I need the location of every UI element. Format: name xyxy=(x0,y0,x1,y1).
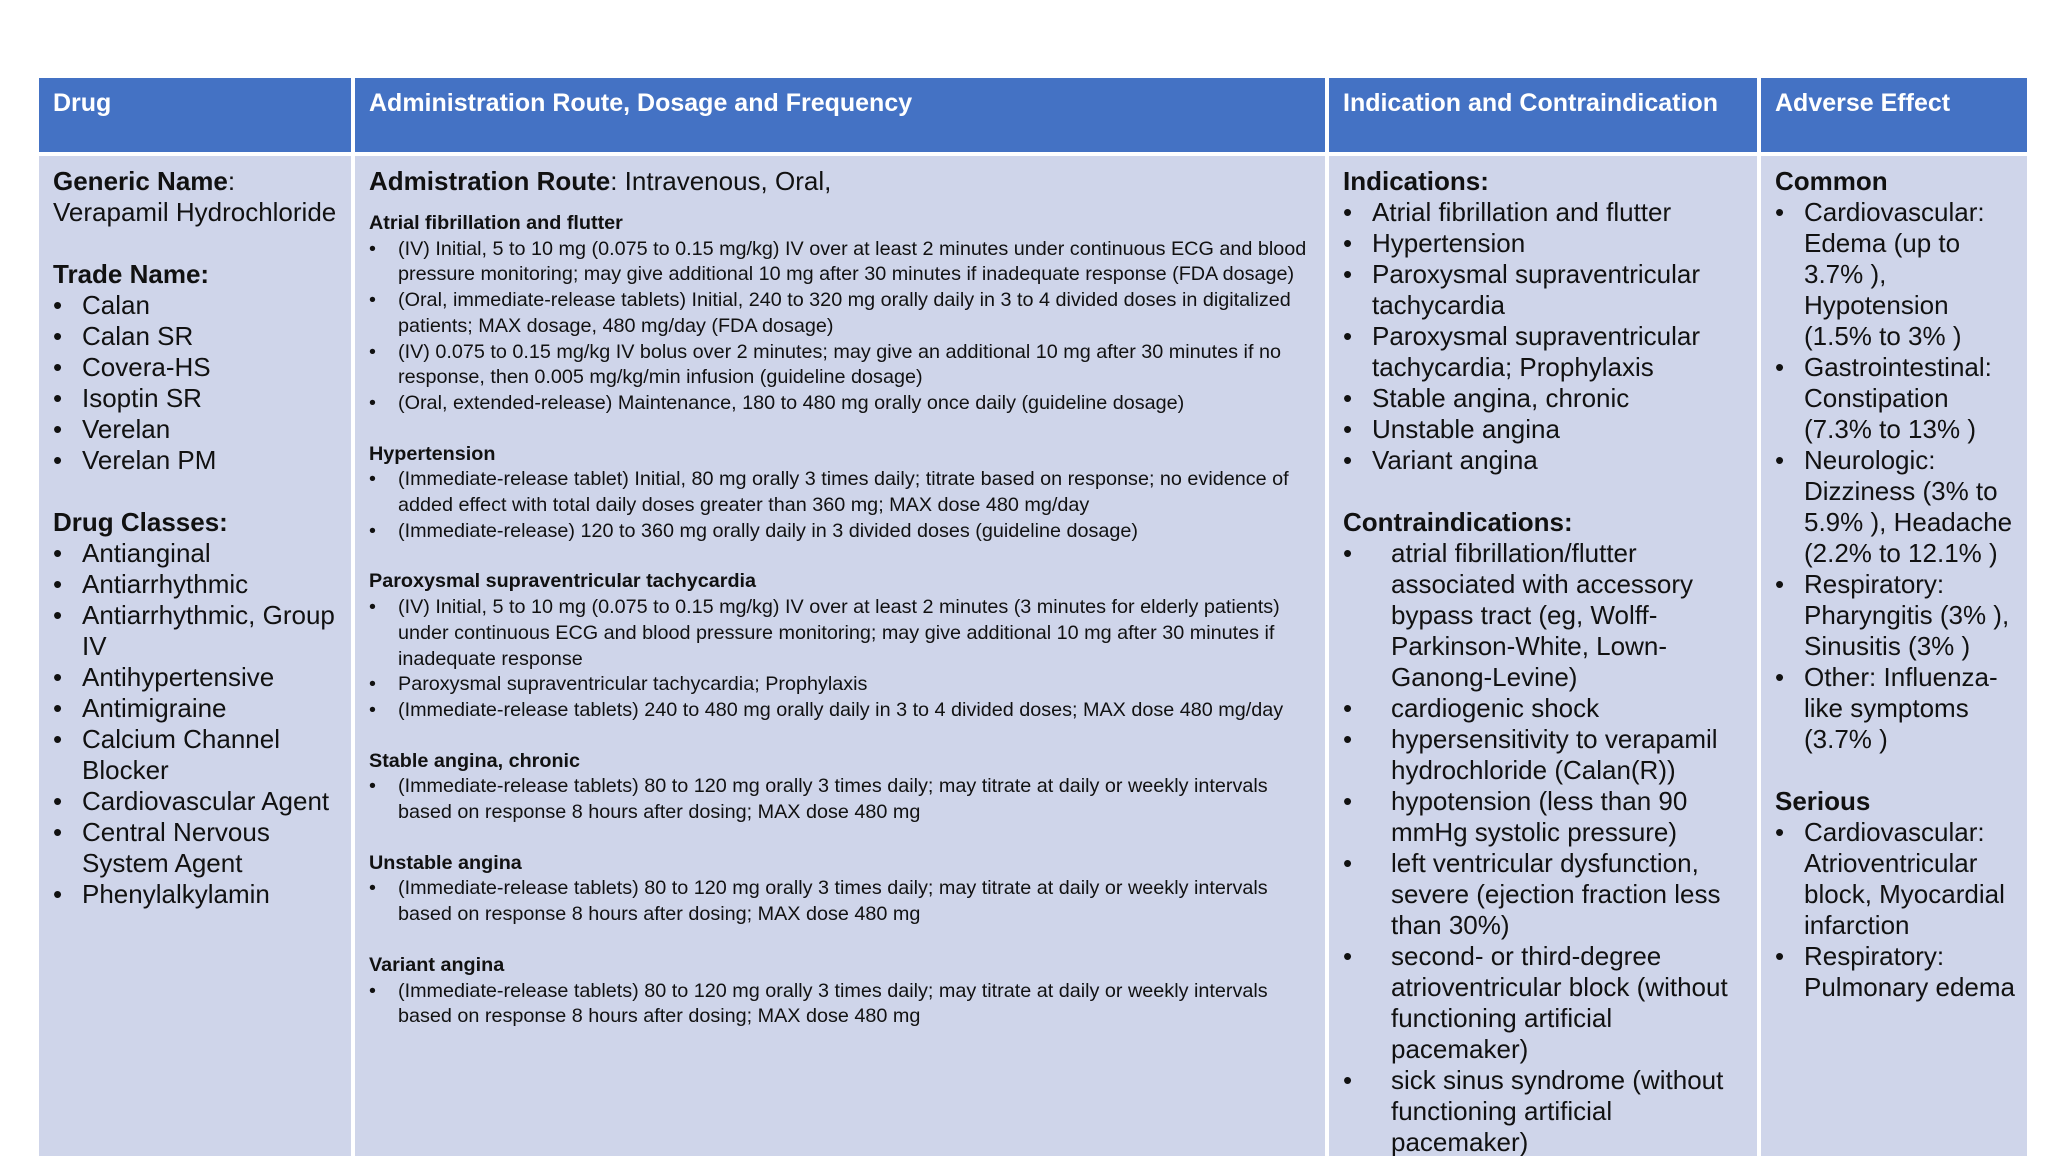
section-title: Variant angina xyxy=(369,953,505,976)
list-item: • Respiratory: Pharyngitis (3% ), Sinusitis (3% ) xyxy=(1775,569,2017,662)
list-item: • (Immediate-release) 120 to 360 mg orally daily in 3 divided doses (guideline dosage) xyxy=(369,519,1315,545)
list-item: • second- or third-degree atrioventricular block (without functioning artificial pacemaker) xyxy=(1343,941,1747,1065)
list-item: • Verelan PM xyxy=(53,445,341,476)
list-item: • Cardiovascular: Edema (up to 3.7% ), Hypotension (1.5% to 3% ) xyxy=(1775,197,2017,352)
trade-name-list xyxy=(53,290,341,476)
list-item: • Phenylalkylamin xyxy=(53,879,341,910)
generic-name-colon: : xyxy=(227,166,236,196)
indication-cell xyxy=(1329,156,1757,1156)
list-item: • Hypertension xyxy=(1343,228,1747,259)
section-title: Unstable angina xyxy=(369,851,522,874)
list-item: • Paroxysmal supraventricular tachycardia xyxy=(1343,259,1747,321)
list-item: • (IV) 0.075 to 0.15 mg/kg IV bolus over 2 minutes; may give an additional 10 mg after 30 minutes if no response, then 0.005 mg/kg/min infusion (guideline dosage) xyxy=(369,340,1315,391)
drug-classes-list xyxy=(53,538,341,910)
dosage-list xyxy=(369,237,1315,417)
drug-cell xyxy=(39,156,351,1156)
list-item: • (Immediate-release tablets) 80 to 120 mg orally 3 times daily; may titrate at daily or weekly intervals based on response 8 hours after dosing; MAX dose 480 mg xyxy=(369,774,1315,825)
header-drug: Drug xyxy=(39,78,351,152)
section-title: Atrial fibrillation and flutter xyxy=(369,212,623,234)
list-item: • Cardiovascular: Atrioventricular block, Myocardial infarction xyxy=(1775,817,2017,941)
list-item: • Stable angina, chronic xyxy=(1343,383,1747,414)
contraindications-label: Contraindications: xyxy=(1343,507,1573,537)
dosage-list xyxy=(369,467,1315,544)
list-item: • Central Nervous System Agent xyxy=(53,817,341,879)
list-item: • (Immediate-release tablets) 80 to 120 mg orally 3 times daily; may titrate at daily or weekly intervals based on response 8 hours after dosing; MAX dose 480 mg xyxy=(369,876,1315,927)
dosage-list xyxy=(369,595,1315,724)
serious-effects-list xyxy=(1775,817,2017,1003)
generic-name xyxy=(53,166,341,197)
administration-route xyxy=(369,166,1315,197)
list-item: • Antiarrhythmic xyxy=(53,569,341,600)
list-item: • Antimigraine xyxy=(53,693,341,724)
list-item: • Variant angina xyxy=(1343,445,1747,476)
common-effects-list xyxy=(1775,197,2017,755)
contraindications-list xyxy=(1343,538,1747,1156)
list-item: • sick sinus syndrome (without functioning artificial pacemaker) xyxy=(1343,1065,1747,1156)
list-item: • Antiarrhythmic, Group IV xyxy=(53,600,341,662)
list-item: • Neurologic: Dizziness (3% to 5.9% ), Headache (2.2% to 12.1% ) xyxy=(1775,445,2017,569)
list-item: • (IV) Initial, 5 to 10 mg (0.075 to 0.15 mg/kg) IV over at least 2 minutes (3 minutes for elderly patients) under continuous ECG and blood pressure monitoring; may give additional 10 mg after 30 minutes if inadequate response xyxy=(369,595,1315,672)
list-item: • cardiogenic shock xyxy=(1343,693,1747,724)
list-item: • left ventricular dysfunction, severe (ejection fraction less than 30%) xyxy=(1343,848,1747,941)
list-item: • Unstable angina xyxy=(1343,414,1747,445)
list-item: • Calan xyxy=(53,290,341,321)
list-item: • Atrial fibrillation and flutter xyxy=(1343,197,1747,228)
trade-name-label: Trade Name: xyxy=(53,259,210,289)
list-item: • (Immediate-release tablets) 240 to 480 mg orally daily in 3 to 4 divided doses; MAX dose 480 mg/day xyxy=(369,698,1315,724)
list-item: • (Oral, extended-release) Maintenance, 180 to 480 mg orally once daily (guideline dosage) xyxy=(369,391,1315,417)
indications-label: Indications: xyxy=(1343,166,1489,196)
list-item: • Verelan xyxy=(53,414,341,445)
list-item: • (Immediate-release tablets) 80 to 120 mg orally 3 times daily; may titrate at daily or weekly intervals based on response 8 hours after dosing; MAX dose 480 mg xyxy=(369,979,1315,1030)
dosage-list xyxy=(369,876,1315,927)
header-administration: Administration Route, Dosage and Frequency xyxy=(355,78,1325,152)
adverse-effect-cell xyxy=(1761,156,2027,1156)
list-item: • hypotension (less than 90 mmHg systolic pressure) xyxy=(1343,786,1747,848)
list-item: • Antihypertensive xyxy=(53,662,341,693)
list-item: • Calcium Channel Blocker xyxy=(53,724,341,786)
header-indication: Indication and Contraindication xyxy=(1329,78,1757,152)
section-title: Stable angina, chronic xyxy=(369,749,581,772)
list-item: • Gastrointestinal: Constipation (7.3% to 13% ) xyxy=(1775,352,2017,445)
list-item: • Other: Influenza-like symptoms (3.7% ) xyxy=(1775,662,2017,755)
section-title: Hypertension xyxy=(369,442,496,465)
administration-cell xyxy=(355,156,1325,1156)
list-item: • Respiratory: Pulmonary edema xyxy=(1775,941,2017,1003)
route-label: Admistration Route xyxy=(369,166,611,196)
dosage-list xyxy=(369,979,1315,1030)
list-item: • Paroxysmal supraventricular tachycardia; Prophylaxis xyxy=(369,672,1315,698)
list-item: • Isoptin SR xyxy=(53,383,341,414)
route-value: : Intravenous, Oral, xyxy=(610,166,832,196)
list-item: • Covera-HS xyxy=(53,352,341,383)
drug-table xyxy=(39,78,2015,1156)
generic-name-value: Verapamil Hydrochloride xyxy=(53,197,337,227)
list-item: • Paroxysmal supraventricular tachycardia; Prophylaxis xyxy=(1343,321,1747,383)
dosage-list xyxy=(369,774,1315,825)
list-item: • (Oral, immediate-release tablets) Initial, 240 to 320 mg orally daily in 3 to 4 divided doses in digitalized patients; MAX dosage, 480 mg/day (FDA dosage) xyxy=(369,288,1315,339)
list-item: • (IV) Initial, 5 to 10 mg (0.075 to 0.15 mg/kg) IV over at least 2 minutes under continuous ECG and blood pressure monitoring; may give additional 10 mg after 30 minutes if inadequate response (FDA dosage) xyxy=(369,237,1315,288)
drug-classes-label: Drug Classes: xyxy=(53,507,228,537)
generic-name-label: Generic Name xyxy=(53,166,228,196)
list-item: • Antianginal xyxy=(53,538,341,569)
header-adverse-effect: Adverse Effect xyxy=(1761,78,2027,152)
indications-list xyxy=(1343,197,1747,476)
serious-label: Serious xyxy=(1775,786,1871,816)
list-item: • Cardiovascular Agent xyxy=(53,786,341,817)
list-item: • atrial fibrillation/flutter associated with accessory bypass tract (eg, Wolff-Parkinson-White, Lown-Ganong-Levine) xyxy=(1343,538,1747,693)
section-title: Paroxysmal supraventricular tachycardia xyxy=(369,570,757,593)
common-label: Common xyxy=(1775,166,1888,196)
list-item: • hypersensitivity to verapamil hydrochloride (Calan(R)) xyxy=(1343,724,1747,786)
list-item: • (Immediate-release tablet) Initial, 80 mg orally 3 times daily; titrate based on response; no evidence of added effect with total daily doses greater than 360 mg; MAX dose 480 mg/day xyxy=(369,467,1315,518)
list-item: • Calan SR xyxy=(53,321,341,352)
